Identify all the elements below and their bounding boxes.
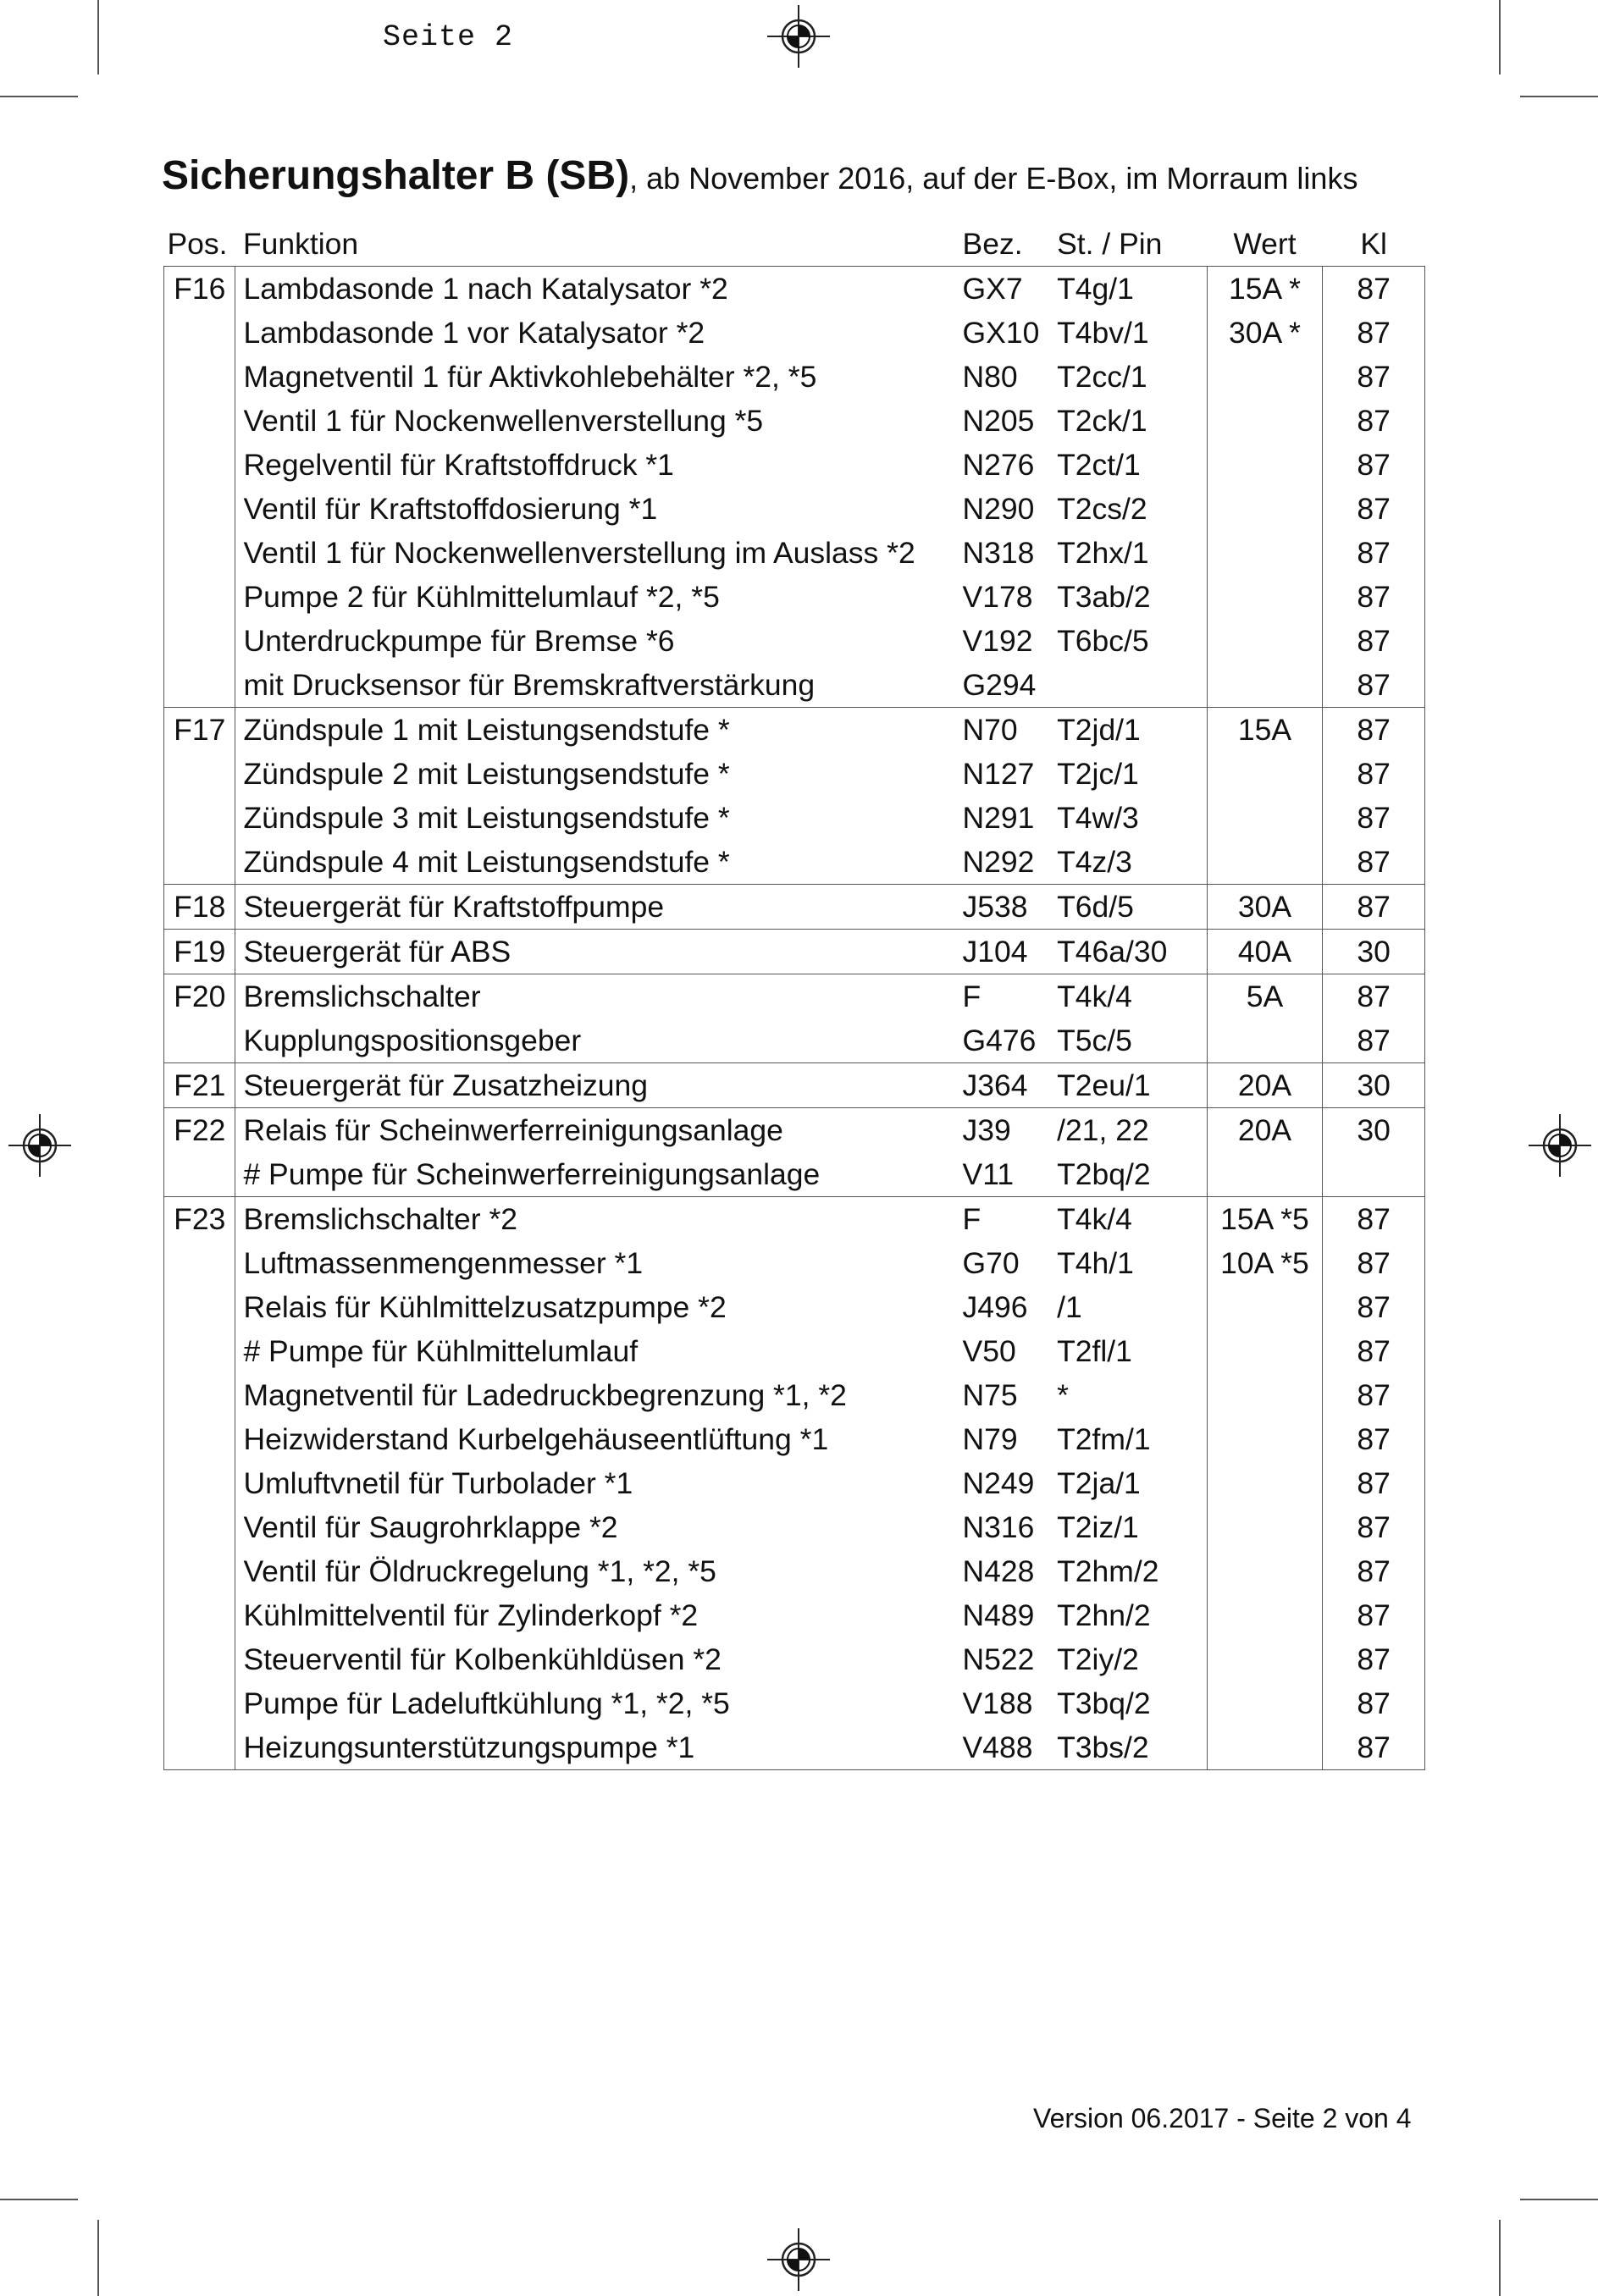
cell-wert [1207, 1725, 1323, 1770]
table-row [164, 311, 1425, 355]
cell-funktion: # Pumpe für Scheinwerferreinigungsanlage [243, 1156, 821, 1191]
cell-bez: N522 [962, 1642, 1035, 1676]
cell-kl: 87 [1323, 1373, 1425, 1417]
cell-kl: 87 [1323, 974, 1425, 1019]
cell-wert [1207, 1593, 1323, 1637]
cell-bez: N292 [962, 844, 1035, 879]
cell-funktion: Lambdasonde 1 vor Katalysator *2 [243, 315, 705, 350]
cell-pos: F16 [164, 267, 235, 312]
crop-mark [97, 0, 99, 75]
cell-funktion: Zündspule 2 mit Leistungsendstufe * [243, 756, 730, 791]
cell-st-pin: T2ck/1 [1053, 399, 1207, 443]
cell-funktion: Zündspule 3 mit Leistungsendstufe * [243, 800, 730, 835]
cell-st-pin: T2cs/2 [1053, 487, 1207, 531]
cell-st-pin: T4k/4 [1053, 974, 1207, 1019]
cell-bez: N428 [962, 1554, 1035, 1588]
cell-wert: 20A [1207, 1063, 1323, 1108]
page-footer: Version 06.2017 - Seite 2 von 4 [1033, 2103, 1412, 2133]
cell-st-pin: T2hm/2 [1053, 1549, 1207, 1593]
cell-kl: 87 [1323, 355, 1425, 399]
crop-mark [1499, 0, 1501, 75]
cell-st-pin: * [1053, 1373, 1207, 1417]
cell-wert [1207, 796, 1323, 840]
cell-wert [1207, 1152, 1323, 1197]
cell-pos [164, 1152, 235, 1197]
cell-bez: N80 [962, 359, 1018, 394]
cell-pos [164, 1329, 235, 1373]
cell-kl: 87 [1323, 1329, 1425, 1373]
cell-bez: V188 [962, 1686, 1033, 1720]
cell-st-pin: T2fm/1 [1053, 1417, 1207, 1461]
cell-pos [164, 1241, 235, 1285]
cell-funktion: Ventil für Öldruckregelung *1, *2, *5 [243, 1554, 716, 1588]
cell-kl: 30 [1323, 930, 1425, 974]
cell-pos [164, 1725, 235, 1770]
table-row [164, 885, 1425, 930]
cell-pos: F23 [164, 1197, 235, 1242]
cell-st-pin: T46a/30 [1053, 930, 1207, 974]
cell-bez: N290 [962, 491, 1035, 526]
cell-funktion: Magnetventil 1 für Aktivkohlebehälter *2, *5 [243, 359, 817, 394]
cell-st-pin: /1 [1053, 1285, 1207, 1329]
crop-mark [1499, 2220, 1501, 2296]
table-row [164, 1637, 1425, 1681]
cell-st-pin: T3bq/2 [1053, 1681, 1207, 1725]
table-row [164, 619, 1425, 663]
cell-funktion: Pumpe für Ladeluftkühlung *1, *2, *5 [243, 1686, 730, 1720]
cell-funktion: Ventil 1 für Nockenwellenverstellung im Auslass *2 [243, 535, 915, 570]
cell-st-pin: T4g/1 [1053, 267, 1207, 312]
cell-bez: N70 [960, 708, 1053, 753]
cell-st-pin: T2hx/1 [1053, 531, 1207, 575]
cell-wert [1207, 840, 1323, 885]
cell-st-pin: T2iz/1 [1053, 1505, 1207, 1549]
cell-pos [164, 443, 235, 487]
cell-bez: J538 [960, 885, 1053, 930]
cell-wert: 30A [1207, 885, 1323, 930]
cell-kl: 87 [1323, 267, 1425, 312]
crop-mark [1520, 96, 1598, 97]
cell-bez: J496 [962, 1289, 1028, 1324]
cell-bez: V11 [962, 1156, 1015, 1191]
cell-bez: N249 [962, 1465, 1035, 1500]
cell-st-pin: T2cc/1 [1053, 355, 1207, 399]
table-row [164, 1461, 1425, 1505]
cell-pos [164, 1637, 235, 1681]
cell-funktion: Steuergerät für Kraftstoffpumpe [235, 885, 960, 930]
cell-wert [1207, 663, 1323, 708]
cell-wert: 20A [1207, 1108, 1323, 1153]
table-row [164, 267, 1425, 312]
cell-st-pin: T4z/3 [1053, 840, 1207, 885]
header-funktion: Funktion [242, 226, 359, 261]
cell-pos: F21 [164, 1063, 235, 1108]
crop-mark [1520, 2199, 1598, 2200]
cell-pos [164, 1681, 235, 1725]
cell-pos [164, 399, 235, 443]
table-row [164, 1197, 1425, 1242]
cell-pos [164, 1417, 235, 1461]
title-subtitle: , ab November 2016, auf der E-Box, im Morraum links [629, 161, 1358, 196]
cell-wert [1207, 1417, 1323, 1461]
cell-st-pin: T4h/1 [1053, 1241, 1207, 1285]
cell-pos [164, 311, 235, 355]
cell-bez: V50 [962, 1333, 1016, 1368]
cell-kl: 87 [1323, 1241, 1425, 1285]
table-row [164, 355, 1425, 399]
cell-kl: 87 [1323, 885, 1425, 930]
cell-funktion: # Pumpe für Kühlmittelumlauf [243, 1333, 639, 1368]
cell-pos: F22 [164, 1108, 235, 1153]
registration-mark-icon [1529, 1114, 1591, 1177]
cell-kl: 87 [1323, 575, 1425, 619]
cell-bez: N127 [962, 756, 1035, 791]
table-row [164, 1681, 1425, 1725]
table-row [164, 1108, 1425, 1153]
cell-pos: F20 [164, 974, 235, 1019]
table-row [164, 752, 1425, 796]
cell-st-pin: /21, 22 [1053, 1108, 1207, 1153]
cell-pos [164, 752, 235, 796]
table-row [164, 1373, 1425, 1417]
cell-pos [164, 1505, 235, 1549]
cell-st-pin: T4k/4 [1053, 1197, 1207, 1242]
cell-kl: 87 [1323, 1725, 1425, 1770]
cell-bez: N75 [962, 1377, 1018, 1412]
table-row [164, 1285, 1425, 1329]
cell-bez: N316 [962, 1510, 1035, 1544]
table-row [164, 1593, 1425, 1637]
cell-bez: N489 [962, 1598, 1035, 1632]
cell-wert: 15A *5 [1207, 1197, 1323, 1242]
cell-st-pin: T6d/5 [1053, 885, 1207, 930]
cell-wert [1207, 1285, 1323, 1329]
header-bez: Bez. [962, 226, 1023, 261]
cell-funktion: Umluftvnetil für Turbolader *1 [243, 1465, 633, 1500]
cell-funktion: Pumpe 2 für Kühlmittelumlauf *2, *5 [243, 579, 720, 614]
fuse-table-body [164, 267, 1425, 1770]
cell-wert: 5A [1207, 974, 1323, 1019]
cell-kl: 87 [1323, 1018, 1425, 1063]
cell-bez: V192 [962, 623, 1033, 658]
cell-funktion: Bremslichschalter *2 [235, 1197, 960, 1242]
cell-wert: 40A [1207, 930, 1323, 974]
cell-bez: N205 [962, 403, 1035, 438]
cell-kl: 87 [1323, 1417, 1425, 1461]
cell-wert: 30A * [1207, 311, 1323, 355]
cell-pos [164, 1461, 235, 1505]
table-row [164, 1505, 1425, 1549]
cell-funktion: Unterdruckpumpe für Bremse *6 [243, 623, 675, 658]
cell-st-pin: T3bs/2 [1053, 1725, 1207, 1770]
cell-funktion: Luftmassenmengenmesser *1 [243, 1245, 644, 1280]
cell-wert [1207, 399, 1323, 443]
cell-st-pin: T5c/5 [1053, 1018, 1207, 1063]
cell-funktion: Kühlmittelventil für Zylinderkopf *2 [243, 1598, 699, 1632]
header-kl: Kl [1360, 226, 1387, 261]
cell-st-pin: T2jc/1 [1053, 752, 1207, 796]
cell-funktion: Steuerventil für Kolbenkühldüsen *2 [243, 1642, 722, 1676]
cell-st-pin [1053, 663, 1207, 708]
cell-wert: 15A [1207, 708, 1323, 753]
cell-bez: V178 [962, 579, 1033, 614]
cell-funktion: Bremslichschalter [235, 974, 960, 1019]
cell-st-pin: T2bq/2 [1053, 1152, 1207, 1197]
cell-st-pin: T2iy/2 [1053, 1637, 1207, 1681]
table-row [164, 796, 1425, 840]
cell-kl: 87 [1323, 1197, 1425, 1242]
cell-bez: GX10 [962, 315, 1040, 350]
cell-funktion: Ventil für Kraftstoffdosierung *1 [243, 491, 658, 526]
cell-kl: 30 [1323, 1108, 1425, 1153]
cell-bez: GX7 [960, 267, 1053, 312]
table-row [164, 1329, 1425, 1373]
cell-bez: J104 [960, 930, 1053, 974]
cell-kl: 87 [1323, 1505, 1425, 1549]
cell-wert: 10A *5 [1207, 1241, 1323, 1285]
page-title [162, 152, 1357, 199]
crop-mark [97, 2220, 99, 2296]
cell-pos [164, 1285, 235, 1329]
table-row [164, 1417, 1425, 1461]
cell-kl: 87 [1323, 531, 1425, 575]
title-text: Sicherungshalter B (SB) [162, 153, 630, 198]
cell-wert [1207, 575, 1323, 619]
cell-kl [1323, 1152, 1425, 1197]
header-st-pin: St. / Pin [1057, 226, 1163, 261]
cell-wert [1207, 531, 1323, 575]
cell-pos [164, 575, 235, 619]
cell-bez: N291 [962, 800, 1035, 835]
cell-bez: G294 [962, 667, 1037, 702]
cell-pos [164, 796, 235, 840]
cell-st-pin: T6bc/5 [1053, 619, 1207, 663]
cell-pos: F18 [164, 885, 235, 930]
cell-pos [164, 487, 235, 531]
table-row [164, 1549, 1425, 1593]
cell-funktion: Relais für Kühlmittelzusatzpumpe *2 [243, 1289, 727, 1324]
cell-funktion: Ventil 1 für Nockenwellenverstellung *5 [243, 403, 764, 438]
cell-st-pin: T2fl/1 [1053, 1329, 1207, 1373]
cell-kl: 87 [1323, 1285, 1425, 1329]
cell-funktion: Zündspule 1 mit Leistungsendstufe * [235, 708, 960, 753]
table-row [164, 930, 1425, 974]
crop-mark [0, 96, 78, 97]
table-row [164, 487, 1425, 531]
cell-bez: J39 [960, 1108, 1053, 1153]
cell-funktion: Steuergerät für ABS [235, 930, 960, 974]
cell-funktion: Steuergerät für Zusatzheizung [235, 1063, 960, 1108]
cell-st-pin: T3ab/2 [1053, 575, 1207, 619]
cell-wert [1207, 1549, 1323, 1593]
cell-bez: F [960, 974, 1053, 1019]
cell-pos [164, 1018, 235, 1063]
cell-bez: G476 [962, 1023, 1037, 1057]
cell-funktion: Ventil für Saugrohrklappe *2 [243, 1510, 618, 1544]
registration-mark-icon [767, 5, 830, 68]
cell-st-pin: T2eu/1 [1053, 1063, 1207, 1108]
table-row [164, 840, 1425, 885]
registration-mark-icon [767, 2228, 830, 2291]
cell-kl: 87 [1323, 663, 1425, 708]
cell-wert [1207, 619, 1323, 663]
crop-mark [0, 2199, 78, 2200]
table-row [164, 1152, 1425, 1197]
cell-wert [1207, 487, 1323, 531]
cell-pos [164, 355, 235, 399]
cell-pos [164, 663, 235, 708]
fuse-table [163, 222, 1425, 1770]
cell-funktion: Magnetventil für Ladedruckbegrenzung *1, *2 [243, 1377, 847, 1412]
table-row [164, 1241, 1425, 1285]
cell-pos [164, 1593, 235, 1637]
cell-st-pin: T2jd/1 [1053, 708, 1207, 753]
cell-bez: N276 [962, 447, 1035, 482]
header-wert: Wert [1233, 226, 1297, 261]
cell-kl: 87 [1323, 1593, 1425, 1637]
cell-pos: F17 [164, 708, 235, 753]
cell-kl: 87 [1323, 399, 1425, 443]
cell-kl: 87 [1323, 752, 1425, 796]
cell-st-pin: T2ct/1 [1053, 443, 1207, 487]
cell-pos: F19 [164, 930, 235, 974]
cell-wert: 15A * [1207, 267, 1323, 312]
cell-kl: 87 [1323, 1549, 1425, 1593]
cell-bez: N318 [962, 535, 1035, 570]
cell-wert [1207, 1018, 1323, 1063]
cell-pos [164, 1373, 235, 1417]
cell-st-pin: T2hn/2 [1053, 1593, 1207, 1637]
cell-bez: N79 [962, 1421, 1018, 1456]
cell-wert [1207, 355, 1323, 399]
cell-kl: 87 [1323, 796, 1425, 840]
cell-kl: 87 [1323, 1461, 1425, 1505]
cell-funktion: Heizungsunterstützungspumpe *1 [235, 1725, 960, 1770]
cell-wert [1207, 1373, 1323, 1417]
page-header: Seite 2 [383, 20, 514, 54]
cell-bez: V488 [960, 1725, 1053, 1770]
table-row [164, 1725, 1425, 1770]
cell-kl: 87 [1323, 708, 1425, 753]
cell-kl: 87 [1323, 1637, 1425, 1681]
table-row [164, 443, 1425, 487]
cell-funktion: mit Drucksensor für Bremskraftverstärkung [243, 667, 816, 702]
table-row [164, 531, 1425, 575]
cell-bez: F [960, 1197, 1053, 1242]
table-row [164, 1018, 1425, 1063]
cell-st-pin: T4bv/1 [1053, 311, 1207, 355]
table-row [164, 663, 1425, 708]
cell-bez: G70 [962, 1245, 1020, 1280]
cell-pos [164, 840, 235, 885]
cell-funktion: Regelventil für Kraftstoffdruck *1 [243, 447, 674, 482]
cell-st-pin: T2ja/1 [1053, 1461, 1207, 1505]
table-header-row [164, 222, 1425, 267]
cell-kl: 87 [1323, 311, 1425, 355]
cell-wert [1207, 752, 1323, 796]
cell-funktion: Relais für Scheinwerferreinigungsanlage [235, 1108, 960, 1153]
cell-pos [164, 1549, 235, 1593]
cell-pos [164, 531, 235, 575]
cell-funktion: Zündspule 4 mit Leistungsendstufe * [243, 844, 730, 879]
cell-funktion: Heizwiderstand Kurbelgehäuseentlüftung *1 [243, 1421, 829, 1456]
cell-kl: 87 [1323, 619, 1425, 663]
cell-wert [1207, 1505, 1323, 1549]
cell-wert [1207, 1637, 1323, 1681]
table-row [164, 1063, 1425, 1108]
cell-kl: 87 [1323, 1681, 1425, 1725]
cell-kl: 30 [1323, 1063, 1425, 1108]
cell-funktion: Lambdasonde 1 nach Katalysator *2 [235, 267, 960, 312]
cell-wert [1207, 443, 1323, 487]
cell-funktion: Kupplungspositionsgeber [243, 1023, 582, 1057]
cell-pos [164, 619, 235, 663]
table-row [164, 708, 1425, 753]
table-row [164, 399, 1425, 443]
cell-bez: J364 [960, 1063, 1053, 1108]
cell-wert [1207, 1461, 1323, 1505]
registration-mark-icon [8, 1114, 71, 1177]
cell-kl: 87 [1323, 443, 1425, 487]
cell-kl: 87 [1323, 487, 1425, 531]
cell-st-pin: T4w/3 [1053, 796, 1207, 840]
table-row [164, 575, 1425, 619]
header-pos: Pos. [167, 226, 228, 261]
cell-wert [1207, 1329, 1323, 1373]
table-row [164, 974, 1425, 1019]
cell-kl: 87 [1323, 840, 1425, 885]
cell-wert [1207, 1681, 1323, 1725]
